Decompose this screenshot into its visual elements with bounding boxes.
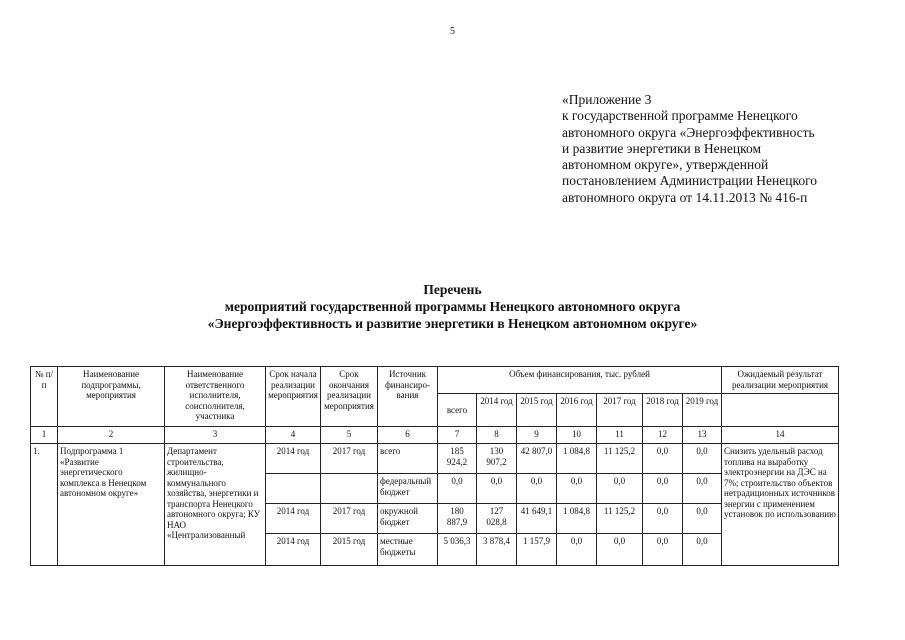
title-line: Перечень <box>423 282 482 297</box>
measures-table <box>30 366 839 566</box>
column-number: 12 <box>643 427 683 444</box>
page-number: 5 <box>450 26 455 37</box>
row-end <box>321 474 378 504</box>
row-2014: 130 907,2 <box>477 444 517 474</box>
row-2015: 41 649,1 <box>517 504 557 534</box>
column-number: 6 <box>378 427 438 444</box>
row-2017: 11 125,2 <box>597 444 643 474</box>
row-2014: 0,0 <box>477 474 517 504</box>
row-2019: 0,0 <box>683 474 722 504</box>
appendix-reference <box>562 92 882 206</box>
header-executor: Наименование ответственного исполнителя, соисполнителя, участника <box>165 367 266 427</box>
item-name: Подпрограмма 1 «Развитие энергетического комплекса в Ненецком автономном округе» <box>58 444 165 566</box>
item-executor: Департамент строительства, жилищно-коммунального хозяйства, энергетики и транспорта Ненецкого автономного округа; КУ НАО «Централизованный <box>165 444 266 566</box>
row-2014: 127 028,8 <box>477 504 517 534</box>
column-number: 8 <box>477 427 517 444</box>
column-number: 3 <box>165 427 266 444</box>
row-start: 2014 год <box>266 534 321 566</box>
header-result-empty <box>722 394 839 427</box>
row-end: 2017 год <box>321 444 378 474</box>
column-number: 13 <box>683 427 722 444</box>
header-total: всего <box>438 394 477 427</box>
header-no: № п/п <box>31 367 58 427</box>
column-number: 1 <box>31 427 58 444</box>
row-source: окружной бюджет <box>378 504 438 534</box>
row-2016: 0,0 <box>557 534 597 566</box>
row-total: 180 887,9 <box>438 504 477 534</box>
appendix-line: «Приложение 3 <box>562 92 652 107</box>
row-end: 2017 год <box>321 504 378 534</box>
row-2017: 0,0 <box>597 474 643 504</box>
appendix-line: к государственной программе Ненецкого <box>562 108 798 124</box>
appendix-line: автономном округе», утвержденной <box>562 157 769 173</box>
header-end: Срок окончания реализации мероприятия <box>321 367 378 427</box>
table-row <box>31 444 839 474</box>
appendix-line: постановлением Администрации Ненецкого <box>562 173 818 189</box>
title-line: мероприятий государственной программы Ненецкого автономного округа <box>224 299 681 314</box>
row-2015: 0,0 <box>517 474 557 504</box>
row-start: 2014 год <box>266 444 321 474</box>
row-2017: 11 125,2 <box>597 504 643 534</box>
column-number: 9 <box>517 427 557 444</box>
column-number: 11 <box>597 427 643 444</box>
row-2015: 42 807,0 <box>517 444 557 474</box>
column-number: 2 <box>58 427 165 444</box>
row-source: федеральный бюджет <box>378 474 438 504</box>
column-number: 4 <box>266 427 321 444</box>
header-year-2014: 2014 год <box>477 394 517 427</box>
row-source: местные бюджеты <box>378 534 438 566</box>
document-title <box>0 281 905 332</box>
header-year-2017: 2017 год <box>597 394 643 427</box>
header-year-2019: 2019 год <box>683 394 722 427</box>
item-result: Снизить удельный расход топлива на выработку электроэнергии на ДЭС на 7%; строительство объектов нетрадиционных источников энергии с применением установок по использованию <box>722 444 839 566</box>
appendix-line: автономного округа от 14.11.2013 № 416-п <box>562 189 808 205</box>
row-2016: 0,0 <box>557 474 597 504</box>
title-line: «Энергоэффективность и развитие энергетики в Ненецком автономном округе» <box>207 316 698 331</box>
row-2016: 1 084,8 <box>557 444 597 474</box>
header-start: Срок начала реализации мероприятия <box>266 367 321 427</box>
row-2016: 1 084,8 <box>557 504 597 534</box>
row-2018: 0,0 <box>643 534 683 566</box>
row-end: 2015 год <box>321 534 378 566</box>
row-2019: 0,0 <box>683 444 722 474</box>
row-total: 5 036,3 <box>438 534 477 566</box>
row-2018: 0,0 <box>643 474 683 504</box>
row-2018: 0,0 <box>643 504 683 534</box>
row-total: 185 924,2 <box>438 444 477 474</box>
header-year-2015: 2015 год <box>517 394 557 427</box>
appendix-line: автономного округа «Энергоэффективность <box>562 124 815 140</box>
header-year-2016: 2016 год <box>557 394 597 427</box>
row-2017: 0,0 <box>597 534 643 566</box>
header-name: Наименование подпрограммы, мероприятия <box>58 367 165 427</box>
column-number: 5 <box>321 427 378 444</box>
row-2015: 1 157,9 <box>517 534 557 566</box>
header-source: Источник финансиро-вания <box>378 367 438 427</box>
row-start: 2014 год <box>266 504 321 534</box>
row-2014: 3 878,4 <box>477 534 517 566</box>
column-number: 10 <box>557 427 597 444</box>
header-result: Ожидаемый результат реализации мероприятия <box>722 367 839 394</box>
row-2018: 0,0 <box>643 444 683 474</box>
appendix-line: и развитие энергетики в Ненецком <box>562 140 761 156</box>
column-number: 7 <box>438 427 477 444</box>
item-number: 1. <box>31 444 58 566</box>
header-year-2018: 2018 год <box>643 394 683 427</box>
row-start <box>266 474 321 504</box>
column-number: 14 <box>722 427 839 444</box>
row-total: 0,0 <box>438 474 477 504</box>
row-source: всего <box>378 444 438 474</box>
header-volume: Объем финансирования, тыс. рублей <box>438 367 722 394</box>
row-2019: 0,0 <box>683 504 722 534</box>
row-2019: 0,0 <box>683 534 722 566</box>
